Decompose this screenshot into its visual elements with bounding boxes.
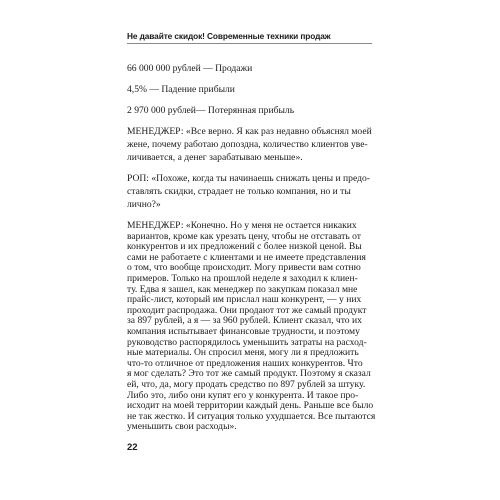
paragraph-line: сами не работаете с клиентами и не имеете представления	[127, 251, 366, 263]
paragraph-line: проходит распродажа. Они продают тот же самый продукт	[127, 304, 367, 316]
paragraph-line: Либо это, либо они купят его у конкурента. И такое про-	[127, 389, 359, 401]
paragraph-line: МЕНЕДЖЕР: «Все верно. Я как раз недавно объяснял моей	[127, 126, 372, 137]
header-rule	[127, 43, 372, 44]
paragraph-line: жене, почему работаю допоздна, количество клиентов уве-	[127, 139, 368, 150]
paragraph-line: прайс-лист, который им прислал наш конкурент, — у них	[127, 294, 362, 306]
running-header: Не давайте скидок! Современные техники продаж	[127, 31, 331, 41]
figure-line-lost-profit: 2 970 000 рублей— Потерянная прибыль	[127, 105, 295, 116]
paragraph-line: примеров. Только на прошлой неделе я заходил к клиен-	[127, 273, 358, 284]
paragraph-line: я мог сделать? Это тот же самый продукт. Поэтому я сказал	[127, 368, 371, 380]
paragraph-line: РОП: «Похоже, когда ты начинаешь снижать цены и предо-	[127, 173, 370, 184]
figure-line-sales: 66 000 000 рублей — Продажи	[127, 63, 253, 74]
paragraph-line: исходит на моей территории каждый день. Раньше все было	[127, 400, 374, 412]
paragraph-line: конкурентов и их предложений с более низкой ценой. Вы	[127, 241, 362, 253]
paragraph-line: МЕНЕДЖЕР: «Конечно. Но у меня не остается никаких	[127, 220, 357, 231]
paragraph-line: не так жестко. И ситуация только ухудшается. Все пытаются	[127, 410, 376, 422]
paragraph-line: ту. Едва я зашел, как менеджер по закупкам показал мне	[127, 283, 358, 295]
paragraph-line: за 897 рублей, а я — за 960 рублей. Клиент сказал, что их	[127, 315, 362, 327]
paragraph-line: ные материалы. Он спросил меня, могу ли я предложить	[127, 347, 359, 359]
paragraph-line: уменьшить свои расходы».	[127, 421, 237, 433]
paragraph-line: вариантов, кроме как урезать цену, чтобы не отставать от	[127, 230, 361, 242]
paragraph-line: личивается, а денег зарабатываю меньше».	[127, 152, 303, 163]
paragraph-line: компания испытывает финансовые трудности, и поэтому	[127, 326, 360, 337]
paragraph-line: ей, что, да, могу продать средство по 897 рублей за штуку.	[127, 379, 366, 390]
paragraph-line: что-то отличное от предложения наших конкурентов. Что	[127, 357, 363, 369]
figure-line-profit-drop: 4,5% — Падение прибыли	[127, 84, 235, 95]
page-number: 22	[127, 442, 138, 453]
paragraph-line: лично?»	[127, 199, 161, 210]
paragraph-line: о том, что вообще происходит. Могу привести вам сотню	[127, 262, 361, 274]
paragraph-line: руководство распорядилось уменьшить затраты на расход-	[127, 336, 367, 348]
paragraph-line: ставлять скидки, страдает не только компания, но и ты	[127, 186, 351, 197]
